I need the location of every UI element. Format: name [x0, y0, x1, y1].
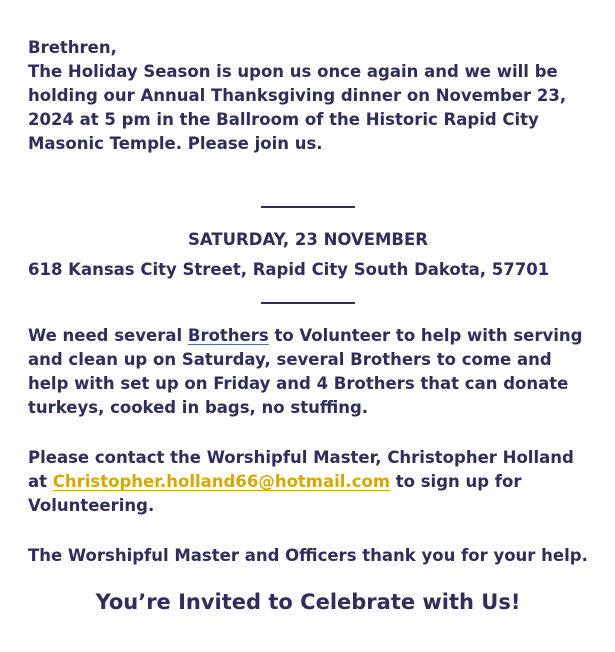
volunteer-text-before: We need several: [28, 326, 188, 345]
intro-paragraph: The Holiday Season is upon us once again and we will be holding our Annual Thanksgiving dinner on November 23, 2024 at 5 pm in the Ballroom of the Historic Rapid City Masonic Temple. Please join us.: [28, 62, 567, 153]
letter-body: [28, 36, 588, 616]
contact-text-before: Please contact the Worshipful Master, Christopher Holland at: [28, 448, 574, 491]
brothers-link[interactable]: Brothers: [187, 326, 269, 345]
thanks-line: The Worshipful Master and Officers thank you for your help.: [28, 546, 588, 565]
email-link[interactable]: Christopher.holland66@hotmail.com: [52, 472, 391, 491]
event-address: 618 Kansas City Street, Rapid City South Dakota, 57701: [28, 260, 550, 279]
greeting: Brethren,: [28, 38, 117, 57]
volunteer-paragraph: [28, 324, 588, 420]
contact-text-after: to sign up for Volunteering.: [28, 472, 522, 515]
event-date: SATURDAY, 23 NOVEMBER: [188, 230, 428, 249]
volunteer-text-after: to Volunteer to help with serving and clean up on Saturday, several Brothers to come and help with set up on Friday and 4 Brothers that can donate turkeys, cooked in bags, no stuffing.: [28, 326, 583, 417]
invite-heading: You’re Invited to Celebrate with Us!: [95, 590, 521, 614]
contact-paragraph: [28, 446, 588, 518]
